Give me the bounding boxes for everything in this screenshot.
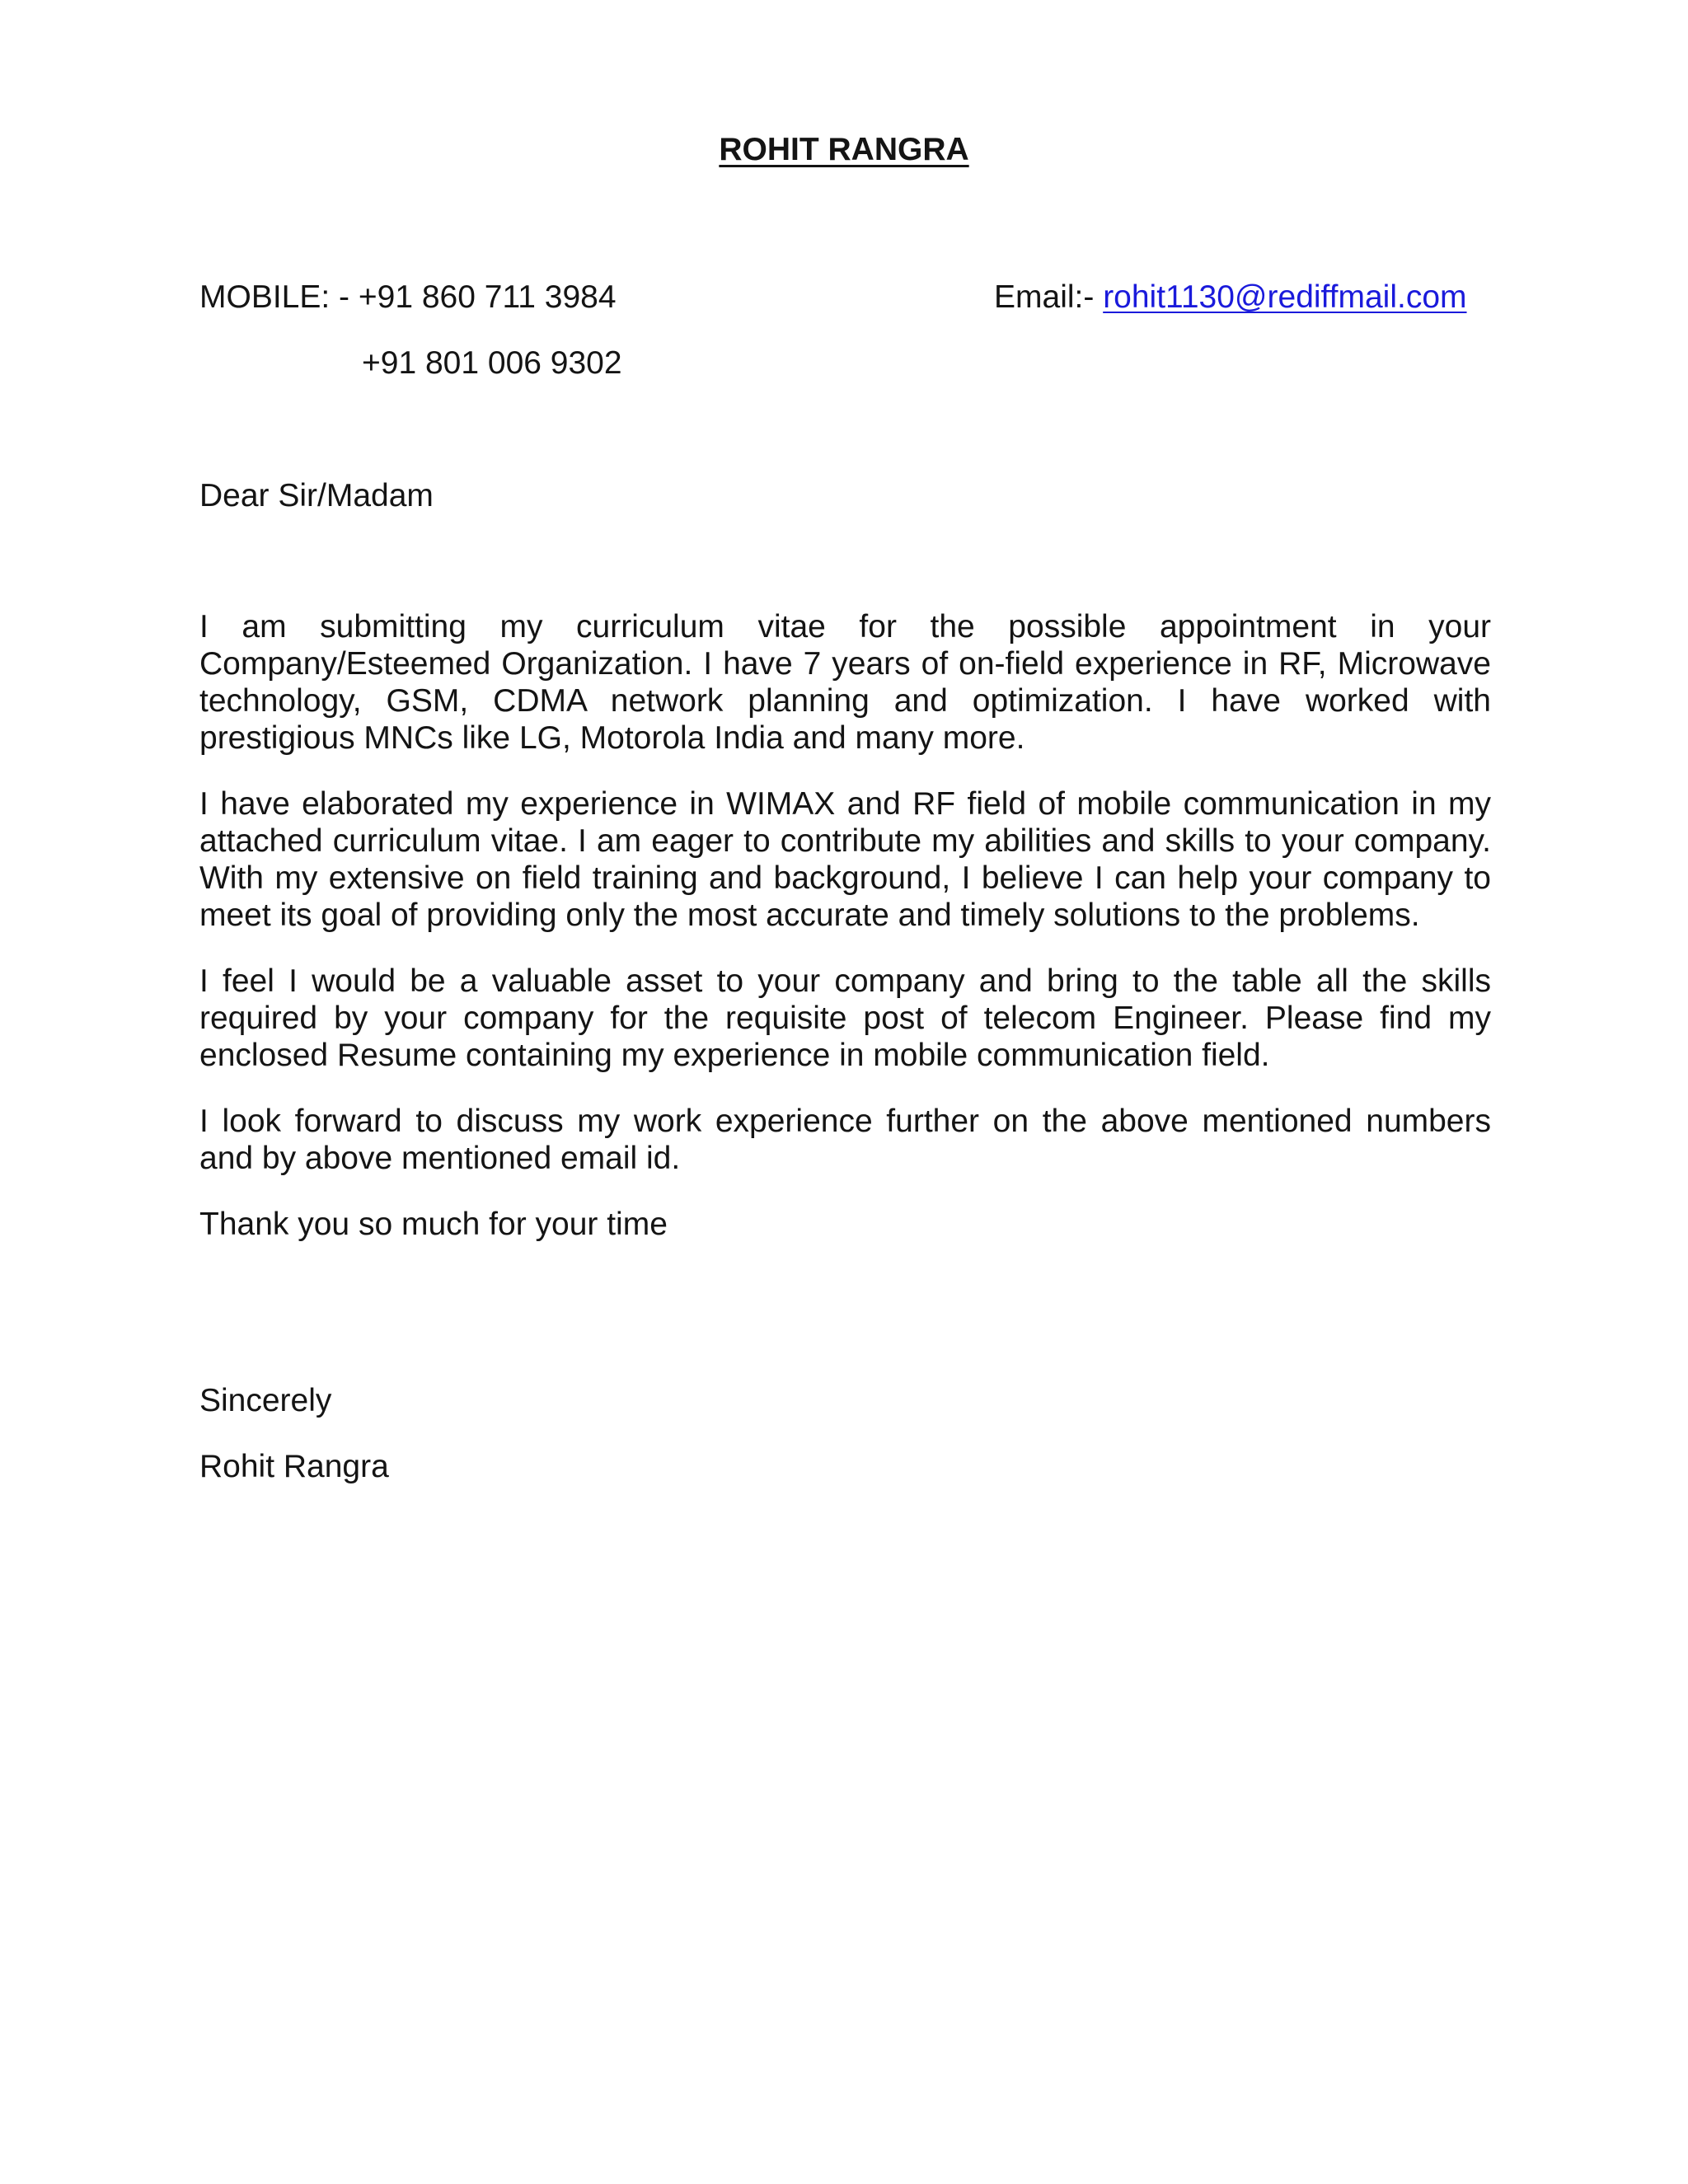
paragraph-1: I am submitting my curriculum vitae for the possible appointment in your Company/Esteemed Organization. I have 7 years of on-field experience in RF, Microwave technology, GSM, CDMA network planning and optimization. I have worked with prestigious MNCs like LG, Motorola India and many more. xyxy=(199,609,1491,756)
email-label: Email:- xyxy=(994,279,1104,315)
mobile-secondary: +91 801 006 9302 xyxy=(362,345,622,381)
letter-closing xyxy=(199,1381,389,1513)
paragraph-4: I look forward to discuss my work experience further on the above mentioned numbers and by above mentioned email id. xyxy=(199,1104,1491,1176)
mobile-contact xyxy=(199,278,622,381)
paragraph-2: I have elaborated my experience in WIMAX and RF field of mobile communication in my attached curriculum vitae. I am eager to contribute my abilities and skills to your company. With my extensive on field training and background, I believe I can help your company to meet its goal of providing only the most accurate and timely solutions to the problems. xyxy=(199,786,1491,933)
email-link[interactable]: rohit1130@rediffmail.com xyxy=(1103,279,1467,315)
page-title: ROHIT RANGRA xyxy=(719,132,969,167)
closing-text: Sincerely xyxy=(199,1383,332,1418)
email-contact xyxy=(994,278,1467,317)
mobile-primary: +91 860 711 3984 xyxy=(358,279,617,315)
paragraph-3: I feel I would be a valuable asset to your company and bring to the table all the skills required by your company for the requisite post of telecom Engineer. Please find my enclosed Resume containing my experience in mobile communication field. xyxy=(199,963,1491,1073)
letter-body xyxy=(199,608,1491,1272)
mobile-label: MOBILE: - xyxy=(199,279,359,315)
salutation: Dear Sir/Madam xyxy=(199,478,434,513)
paragraph-5: Thank you so much for your time xyxy=(199,1207,668,1242)
signature-name: Rohit Rangra xyxy=(199,1449,389,1484)
